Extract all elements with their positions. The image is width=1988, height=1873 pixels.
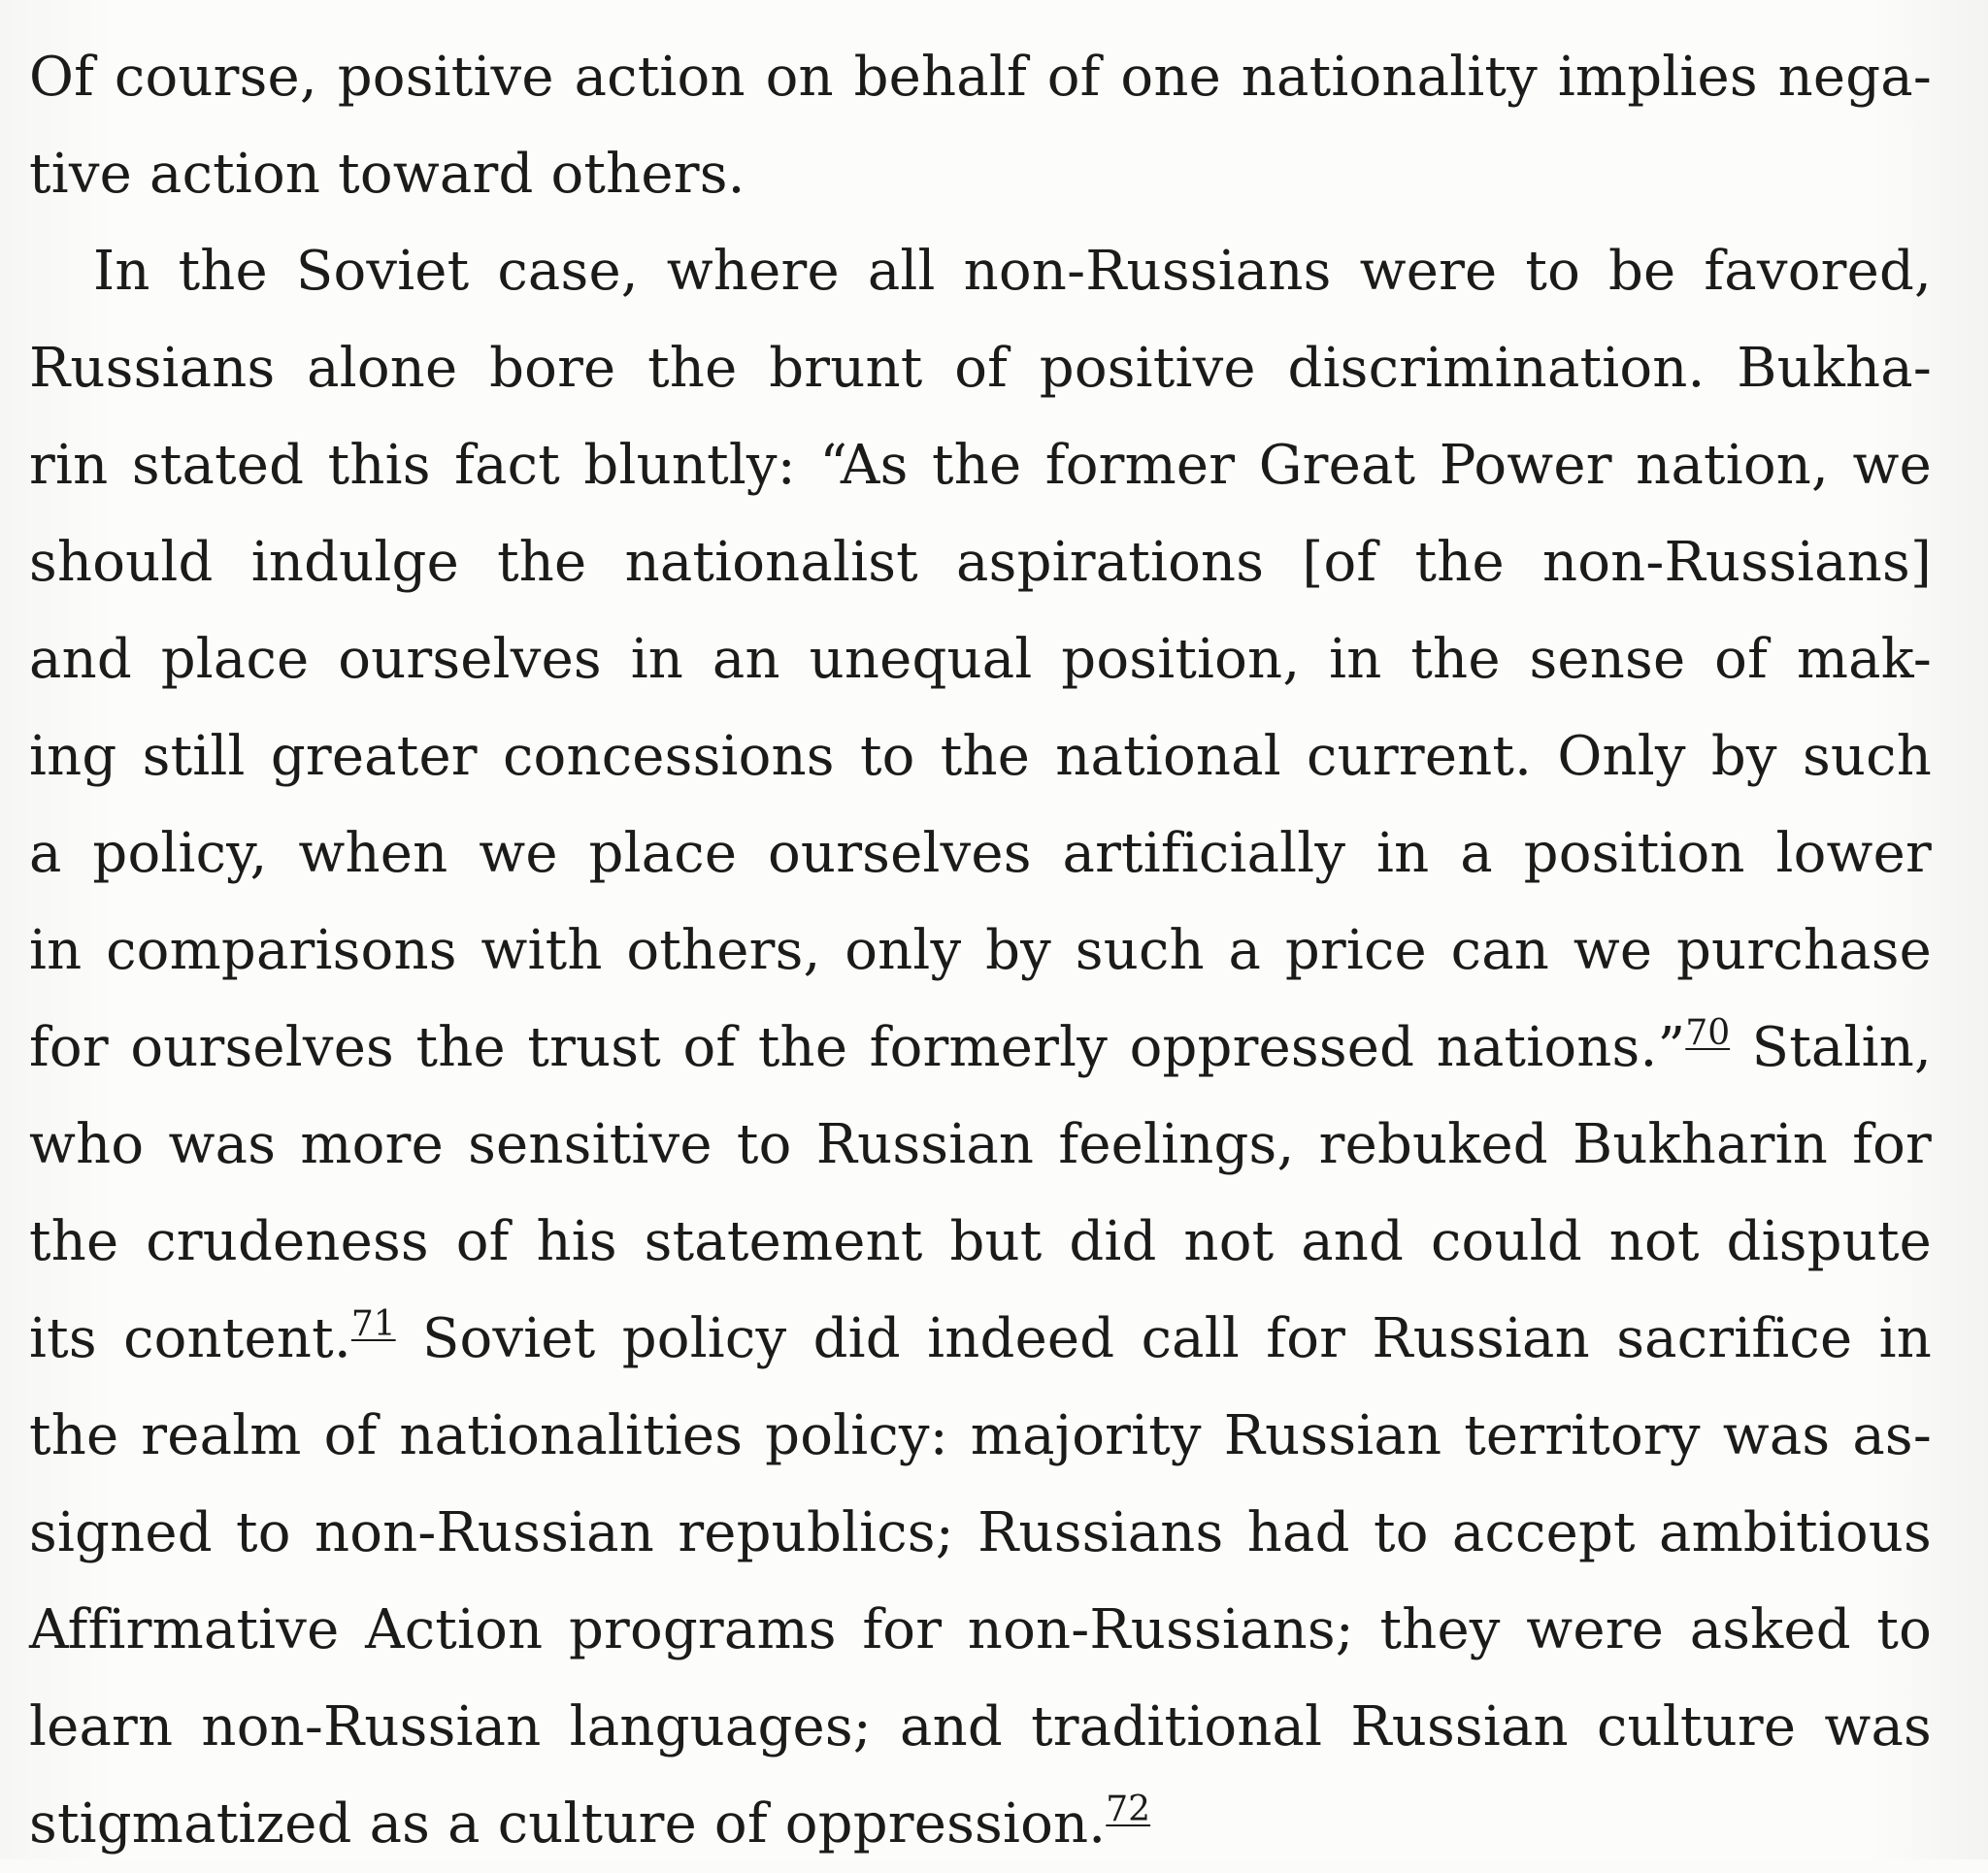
text-line — [29, 1776, 1932, 1873]
text-line: and place ourselves in an unequal position, in the sense of mak- — [29, 628, 1932, 691]
text-line — [29, 1291, 1932, 1388]
text-line: who was more sensitive to Russian feelings, rebuked Bukharin for — [29, 1113, 1932, 1176]
text-line — [29, 1000, 1932, 1097]
text-line: rin stated this fact bluntly: “As the former Great Power nation, we — [29, 434, 1932, 497]
text-segment: stigmatized as a culture of oppression. — [29, 1792, 1107, 1856]
footnote-link-71[interactable]: 71 — [350, 1304, 396, 1344]
text-line: In the Soviet case, where all non-Russians were to be favored, — [93, 240, 1932, 303]
text-line: in comparisons with others, only by such a price can we purchase — [29, 919, 1932, 982]
text-segment: Stalin, — [1730, 1016, 1932, 1079]
text-line: the realm of nationalities policy: majority Russian territory was as- — [29, 1404, 1932, 1467]
text-segment: for ourselves the trust of the formerly oppressed nations.” — [29, 1016, 1686, 1079]
text-line: learn non-Russian languages; and traditional Russian culture was — [29, 1695, 1932, 1758]
text-line: should indulge the nationalist aspirations [of the non-Russians] — [29, 531, 1932, 594]
text-line: tive action toward others. — [29, 143, 746, 206]
footnote-link-70[interactable]: 70 — [1685, 1013, 1731, 1053]
text-line: signed to non-Russian republics; Russians had to accept ambitious — [29, 1501, 1932, 1564]
text-line: a policy, when we place ourselves artificially in a position lower — [29, 822, 1932, 885]
text-segment: Soviet policy did indeed call for Russian sacrifice in — [395, 1307, 1932, 1370]
footnote-link-72[interactable]: 72 — [1106, 1790, 1151, 1829]
text-segment: its content. — [29, 1307, 351, 1370]
text-line: Affirmative Action programs for non-Russians; they were asked to — [29, 1598, 1932, 1661]
text-line: Of course, positive action on behalf of one nationality implies nega- — [29, 46, 1932, 109]
text-line: ing still greater concessions to the national current. Only by such — [29, 725, 1932, 788]
text-line: the crudeness of his statement but did not and could not dispute — [29, 1210, 1932, 1273]
text-line: Russians alone bore the brunt of positive discrimination. Bukha- — [29, 337, 1932, 400]
